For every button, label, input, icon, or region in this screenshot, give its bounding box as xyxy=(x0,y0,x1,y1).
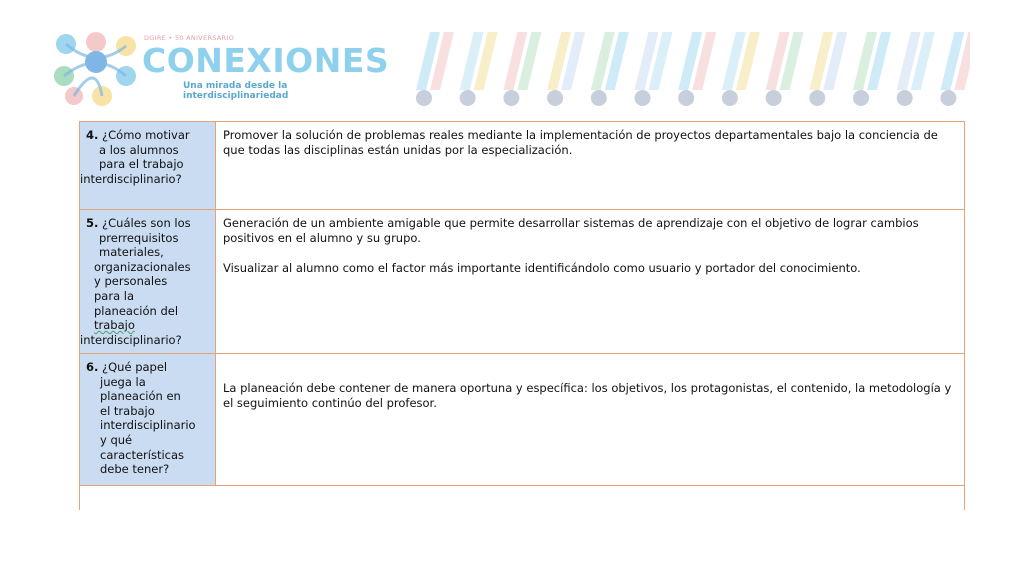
answer-text: Promover la solución de problemas reales mediante la implementación de proyectos departamentales bajo la conciencia de que todas las disciplinas están unidas por la especialización. xyxy=(223,128,938,157)
question-number: 4. xyxy=(86,128,99,142)
qa-table xyxy=(79,121,965,486)
conexiones-logo xyxy=(52,30,390,110)
decorative-dot xyxy=(635,90,651,106)
decorative-dot xyxy=(853,90,869,106)
decorative-stripes-banner xyxy=(410,28,970,110)
answer-text: Visualizar al alumno como el factor más importante identificándolo como usuario y portador del conocimiento. xyxy=(223,261,861,275)
question-cell xyxy=(80,210,216,354)
question-text: ¿Qué papel xyxy=(102,360,168,374)
question-text: interdisciplinario xyxy=(100,418,196,433)
question-cell xyxy=(80,354,216,486)
question-text: trabajo xyxy=(94,318,135,333)
question-text: organizacionales xyxy=(94,259,191,274)
decorative-dot xyxy=(547,90,563,106)
decorative-dot xyxy=(678,90,694,106)
decorative-dot xyxy=(460,90,476,106)
logo-title: CONEXIONES xyxy=(142,41,390,80)
question-text: para el trabajo xyxy=(99,157,184,172)
question-text: ¿Cuáles son los xyxy=(102,216,191,230)
decorative-dot xyxy=(809,90,825,106)
question-text: interdisciplinario? xyxy=(80,332,182,347)
question-number: 6. xyxy=(86,360,99,374)
question-text: prerrequisitos xyxy=(99,230,179,245)
logo-subtitle: Una mirada desde la interdisciplinariedad xyxy=(183,81,289,101)
answer-cell xyxy=(216,210,965,354)
question-text: características xyxy=(100,447,185,462)
table-row xyxy=(80,210,965,354)
answer-text: Generación de un ambiente amigable que permite desarrollar sistemas de aprendizaje con el objetivo de lograr cambios positivos en el alumno y su grupo. xyxy=(223,216,919,245)
question-text: materiales, xyxy=(99,245,164,260)
question-cell xyxy=(80,122,216,210)
table-continuation-edge xyxy=(79,486,965,510)
question-text: ¿Cómo motivar xyxy=(102,128,190,142)
question-text: debe tener? xyxy=(100,462,170,477)
network-logo-icon xyxy=(52,30,142,110)
decorative-dot xyxy=(940,90,956,106)
answer-cell xyxy=(216,354,965,486)
decorative-dot xyxy=(766,90,782,106)
decorative-dot xyxy=(416,90,432,106)
decorative-dot xyxy=(503,90,519,106)
question-text: y personales xyxy=(94,274,168,289)
answer-text: La planeación debe contener de manera oportuna y específica: los objetivos, los protagonistas, el contenido, la metodología y el seguimiento continúo del profesor. xyxy=(223,381,952,410)
answer-cell xyxy=(216,122,965,210)
table-row xyxy=(80,122,965,210)
question-text: planeación del xyxy=(94,303,179,318)
decorative-dot xyxy=(591,90,607,106)
question-text: para la xyxy=(94,288,135,303)
decorative-dot xyxy=(897,90,913,106)
table-row xyxy=(80,354,965,486)
question-text: juega la xyxy=(100,374,146,389)
question-number: 5. xyxy=(86,216,99,230)
question-text: el trabajo xyxy=(100,403,155,418)
question-text: a los alumnos xyxy=(99,142,179,157)
question-text: y qué xyxy=(100,432,133,447)
decorative-dot xyxy=(722,90,738,106)
question-text: planeación en xyxy=(100,389,181,404)
logo-anniversary-text: DGIRE • 50 ANIVERSARIO xyxy=(144,34,235,42)
question-text: interdisciplinario? xyxy=(80,171,182,186)
